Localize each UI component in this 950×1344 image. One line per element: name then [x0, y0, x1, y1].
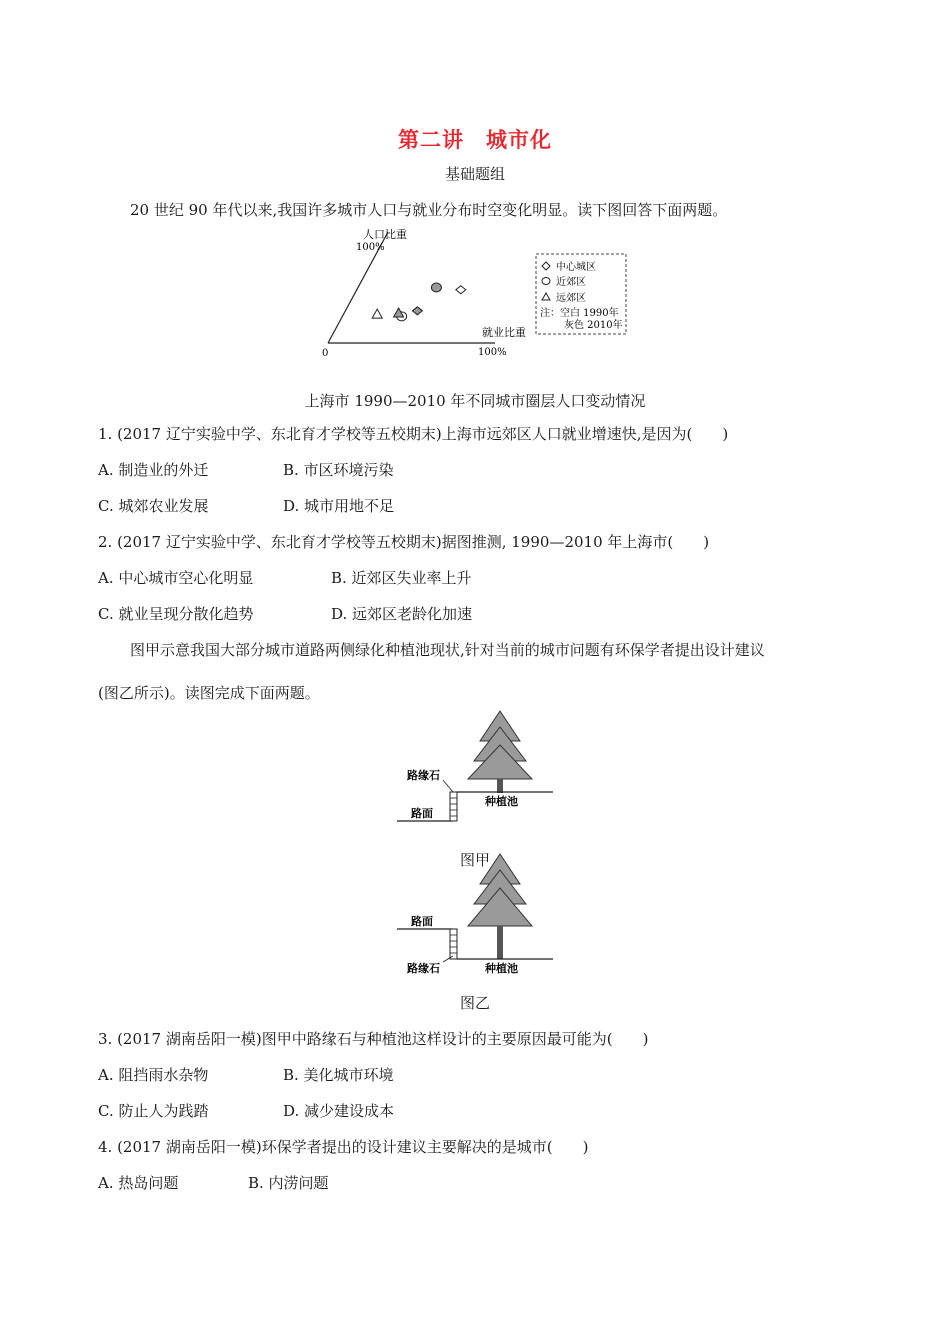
curb-label: 路缘石	[407, 962, 440, 975]
tree-icon	[468, 711, 532, 793]
intro-paragraph-1: 20 世纪 90 年代以来,我国许多城市人口与就业分布时空变化明显。读下图回答下面两题。	[130, 201, 728, 219]
figure-jia-diagram	[395, 705, 560, 825]
question-3-option-d: D. 减少建设成本	[283, 1102, 395, 1120]
page-title: 第二讲 城市化	[398, 127, 552, 152]
section-heading: 基础题组	[444, 165, 505, 183]
question-3-stem: 3. (2017 湖南岳阳一模)图甲中路缘石与种植池这样设计的主要原因最可能为( )	[98, 1030, 649, 1048]
legend-label-near: 近郊区	[556, 277, 586, 288]
question-2-option-d: D. 远郊区老龄化加速	[331, 605, 473, 623]
question-4-option-b: B. 内涝问题	[248, 1174, 329, 1192]
question-2-option-b: B. 近郊区失业率上升	[331, 569, 472, 587]
question-1-stem: 1. (2017 辽宁实验中学、东北育才学校等五校期末)上海市远郊区人口就业增速快,是因为( )	[98, 425, 729, 443]
chart-axes	[328, 232, 495, 343]
curb-stone	[450, 792, 457, 821]
x-axis-max-label: 100%	[478, 347, 507, 358]
tree-icon	[468, 854, 532, 959]
question-2-option-a: A. 中心城市空心化明显	[98, 569, 254, 587]
intro-paragraph-2-line-1: 图甲示意我国大部分城市道路两侧绿化种植池现状,针对当前的城市问题有环保学者提出设计建议	[130, 641, 765, 659]
question-1-option-b: B. 市区环境污染	[283, 461, 394, 479]
figure-jia-caption: 图甲	[459, 851, 490, 869]
question-3-option-a: A. 阻挡雨水杂物	[98, 1066, 209, 1084]
legend-note-1: 注：空白 1990年	[540, 308, 619, 319]
intro-paragraph-2-line-2: (图乙所示)。读图完成下面两题。	[98, 684, 320, 702]
curb-stone	[450, 929, 457, 959]
question-3-option-c: C. 防止人为践踏	[98, 1102, 209, 1120]
question-4-option-a: A. 热岛问题	[98, 1174, 179, 1192]
question-4-stem: 4. (2017 湖南岳阳一模)环保学者提出的设计建议主要解决的是城市( )	[98, 1138, 589, 1156]
chart-point-diamond-1990	[456, 286, 466, 294]
legend-label-far: 远郊区	[556, 293, 586, 304]
question-2-option-c: C. 就业呈现分散化趋势	[98, 605, 254, 623]
question-1-option-c: C. 城郊农业发展	[98, 497, 209, 515]
chart-point-diamond-2010	[412, 307, 422, 315]
question-2-stem: 2. (2017 辽宁实验中学、东北育才学校等五校期末)据图推测, 1990—2010 年上海市( )	[98, 533, 710, 551]
y-axis-max-label: 100%	[356, 242, 385, 253]
road-label: 路面	[411, 807, 433, 820]
curb-label: 路缘石	[407, 769, 440, 782]
population-employment-chart	[300, 222, 650, 362]
planter-label: 种植池	[485, 962, 518, 975]
figure-yi-caption: 图乙	[459, 994, 490, 1012]
figure-1-caption: 上海市 1990—2010 年不同城市圈层人口变动情况	[304, 392, 646, 410]
question-1-option-a: A. 制造业的外迁	[98, 461, 209, 479]
legend-note-2: 灰色 2010年	[564, 320, 623, 331]
figure-yi-diagram	[395, 848, 560, 978]
question-1-option-d: D. 城市用地不足	[283, 497, 395, 515]
x-axis-label: 就业比重	[482, 326, 526, 339]
y-axis-label: 人口比重	[363, 228, 407, 241]
legend-triangle-icon	[542, 293, 550, 300]
chart-legend	[536, 254, 626, 334]
road-label: 路面	[411, 915, 433, 928]
origin-label: 0	[322, 348, 329, 359]
legend-label-center: 中心城区	[556, 262, 596, 273]
curb-leader-line	[443, 780, 453, 792]
legend-circle-icon	[542, 278, 550, 285]
question-3-option-b: B. 美化城市环境	[283, 1066, 394, 1084]
planter-label: 种植池	[485, 795, 518, 808]
chart-points	[372, 283, 466, 321]
chart-point-triangle-1990	[372, 309, 382, 318]
chart-point-circle-2010	[431, 283, 441, 292]
legend-diamond-icon	[542, 262, 550, 270]
